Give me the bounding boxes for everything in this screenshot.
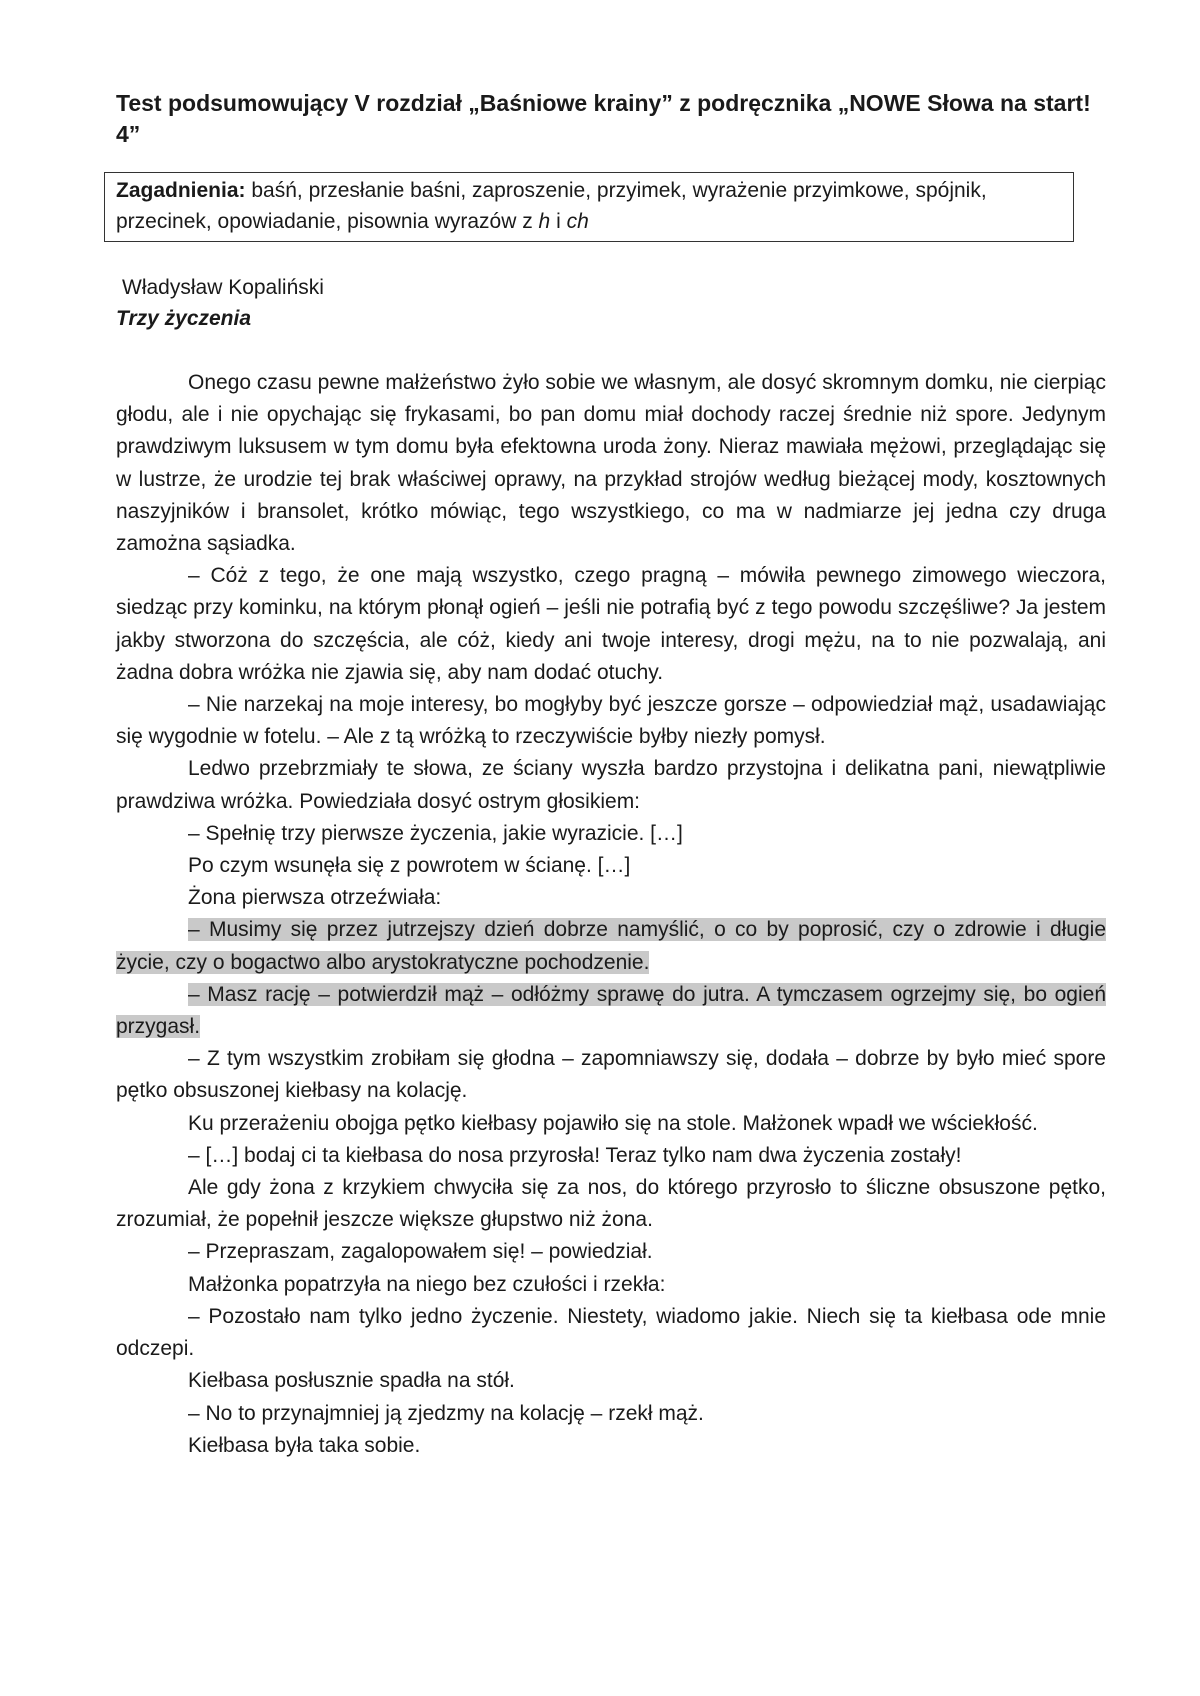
story-paragraph-highlighted	[116, 914, 1106, 978]
topics-letter-h: h	[538, 210, 551, 233]
story-paragraph: Po czym wsunęła się z powrotem w ścianę. […]	[188, 854, 631, 878]
story-paragraph: Onego czasu pewne małżeństwo żyło sobie we własnym, ale dosyć skromnym domku, nie cierpiąc głodu, ale i nie opychając się frykasami, bo pan domu miał dochody raczej średnie niż spore. Jedynym prawdziwym luksusem w tym domu była efektowna uroda żony. Nieraz mawiała mężowi, przeglądając się w lustrze, że urodzie tej brak właściwej oprawy, na przykład strojów według bieżącej mody, kosztownych naszyjników i bransolet, krótko mówiąc, tego wszystkiego, co ma w nadmiarze jej jedna czy druga zamożna sąsiadka.	[116, 371, 1106, 556]
author-name: Władysław Kopaliński	[122, 276, 324, 299]
story-paragraph: Ku przerażeniu obojga pętko kiełbasy pojawiło się na stole. Małżonek wpadł we wściekłość.	[188, 1111, 1038, 1135]
topics-box	[104, 172, 1074, 242]
topics-conjunction: i	[550, 210, 567, 233]
story-paragraph: Ale gdy żona z krzykiem chwyciła się za nos, do którego przyrosło to śliczne obsuszone pętko, zrozumiał, że popełnił jeszcze większe głupstwo niż żona.	[116, 1176, 1106, 1232]
story-paragraph: – Przepraszam, zagalopowałem się! – powiedział.	[188, 1240, 653, 1264]
story-paragraph: – Z tym wszystkim zrobiłam się głodna – zapomniawszy się, dodała – dobrze by było mieć spore pętko obsuszonej kiełbasy na kolację.	[116, 1047, 1106, 1103]
story-text	[116, 367, 1106, 1462]
topics-label: Zagadnienia:	[116, 179, 246, 202]
story-paragraph: Kiełbasa była taka sobie.	[188, 1433, 421, 1457]
story-paragraph: Ledwo przebrzmiały te słowa, ze ściany wyszła bardzo przystojna i delikatna pani, niewątpliwie prawdziwa wróżka. Powiedziała dosyć ostrym głosikiem:	[116, 757, 1106, 813]
highlighted-text: – Musimy się przez jutrzejszy dzień dobrze namyślić, o co by poprosić, czy o zdrowie i długie życie, czy o bogactwo albo arystokratyczne pochodzenie.	[116, 918, 1106, 974]
story-paragraph: – Spełnię trzy pierwsze życzenia, jakie wyrazicie. […]	[188, 821, 683, 845]
story-paragraph: – […] bodaj ci ta kiełbasa do nosa przyrosła! Teraz tylko nam dwa życzenia zostały!	[188, 1143, 962, 1167]
story-paragraph: – Cóż z tego, że one mają wszystko, czego pragną – mówiła pewnego zimowego wieczora, siedząc przy kominku, na którym płonął ogień – jeśli nie potrafią być z tego powodu szczęśliwe? Ja jestem jakby stworzona do szczęścia, ale cóż, kiedy ani twoje interesy, drogi mężu, na to nie pozwalają, ani żadna dobra wróżka nie zjawia się, aby nam dodać otuchy.	[116, 564, 1106, 684]
story-paragraph: – Nie narzekaj na moje interesy, bo mogłyby być jeszcze gorsze – odpowiedział mąż, usadawiając się wygodnie w fotelu. – Ale z tą wróżką to rzeczywiście byłby niezły pomysł.	[116, 693, 1106, 749]
story-paragraph: Małżonka popatrzyła na niego bez czułości i rzekła:	[188, 1272, 666, 1296]
story-paragraph: Żona pierwsza otrzeźwiała:	[188, 886, 442, 910]
highlighted-text: – Masz rację – potwierdził mąż – odłóżmy sprawę do jutra. A tymczasem ogrzejmy się, bo ogień przygasł.	[116, 982, 1106, 1039]
test-title: Test podsumowujący V rozdział „Baśniowe krainy” z podręcznika „NOWE Słowa na start! 4”	[116, 90, 1091, 147]
story-title: Trzy życzenia	[116, 307, 252, 330]
story-paragraph: – No to przynajmniej ją zjedzmy na kolację – rzekł mąż.	[188, 1401, 704, 1425]
story-paragraph: Kiełbasa posłusznie spadła na stół.	[188, 1369, 515, 1393]
story-paragraph: – Pozostało nam tylko jedno życzenie. Niestety, wiadomo jakie. Niech się ta kiełbasa ode mnie odczepi.	[116, 1304, 1106, 1361]
story-paragraph-highlighted	[116, 979, 1106, 1043]
topics-text: baśń, przesłanie baśni, zaproszenie, przyimek, wyrażenie przyimkowe, spójnik, przecinek, opowiadanie, pisownia wyrazów z	[116, 179, 987, 233]
topics-letters-ch: ch	[566, 210, 589, 233]
